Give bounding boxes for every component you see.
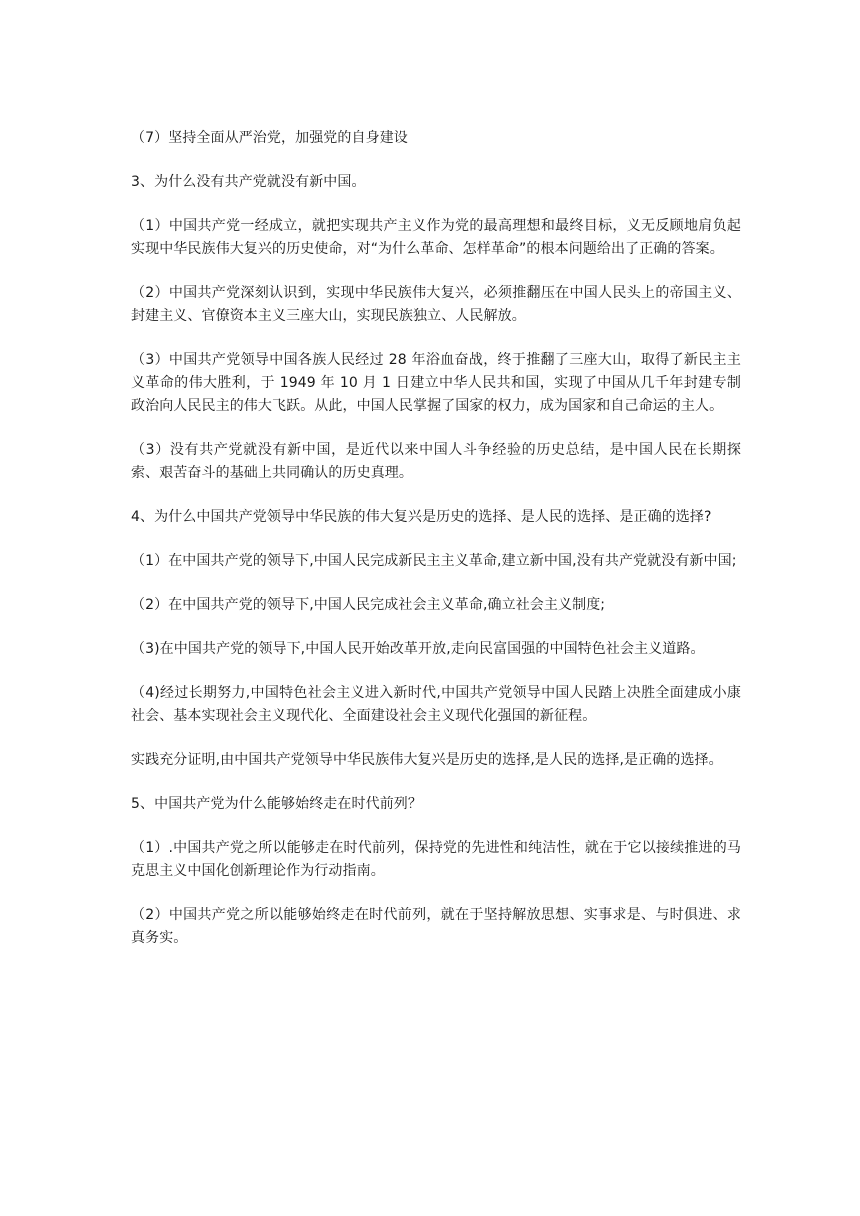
heading-question-5: 5、中国共产党为什么能够始终走在时代前列？ — [131, 796, 423, 812]
heading-question-4: 4、为什么中国共产党领导中华民族的伟大复兴是历史的选择、是人民的选择、是正确的选择? — [131, 509, 712, 525]
paragraph-q3-point-1: （1）中国共产党一经成立，就把实现共产主义作为党的最高理想和最终目标，义无反顾地肩负起实现中华民族伟大复兴的历史使命，对“为什么革命、怎样革命”的根本问题给出了正确的答案。 — [131, 218, 741, 257]
paragraph-q4-conclusion: 实践充分证明,由中国共产党领导中华民族伟大复兴是历史的选择,是人民的选择,是正确的选择。 — [131, 752, 723, 768]
document-body — [131, 127, 741, 950]
paragraph-q3-point-3: （3）中国共产党领导中国各族人民经过 28 年浴血奋战，终于推翻了三座大山，取得了新民主主义革命的伟大胜利，于 1949 年 10 月 1 日建立中华人民共和国，实现了中国从几千年封建专制政治向人民民主的伟大飞跃。从此，中国人民掌握了国家的权力，成为国家和自己命运的主人。 — [131, 352, 741, 414]
paragraph-point-7: （7）坚持全面从严治党，加强党的自身建设 — [131, 130, 408, 146]
paragraph-q4-point-4: （4)经过长期努力,中国特色社会主义进入新时代,中国共产党领导中国人民踏上决胜全面建成小康社会、基本实现社会主义现代化、全面建设社会主义现代化强国的新征程。 — [131, 685, 741, 724]
paragraph-q3-point-3b: （3）没有共产党就没有新中国，是近代以来中国人斗争经验的历史总结，是中国人民在长期探索、艰苦奋斗的基础上共同确认的历史真理。 — [131, 442, 741, 481]
paragraph-q5-point-1: （1）.中国共产党之所以能够走在时代前列，保持党的先进性和纯洁性，就在于它以接续推进的马克思主义中国化创新理论作为行动指南。 — [131, 840, 741, 879]
paragraph-q4-point-1: （1）在中国共产党的领导下,中国人民完成新民主主义革命,建立新中国,没有共产党就没有新中国; — [131, 553, 737, 569]
paragraph-q5-point-2: （2）中国共产党之所以能够始终走在时代前列，就在于坚持解放思想、实事求是、与时俱进、求真务实。 — [131, 907, 741, 946]
paragraph-q4-point-2: （2）在中国共产党的领导下,中国人民完成社会主义革命,确立社会主义制度; — [131, 597, 606, 613]
heading-question-3: 3、为什么没有共产党就没有新中国。 — [131, 174, 366, 190]
paragraph-q3-point-2: （2）中国共产党深刻认识到，实现中华民族伟大复兴，必须推翻压在中国人民头上的帝国主义、封建主义、官僚资本主义三座大山，实现民族独立、人民解放。 — [131, 285, 741, 324]
paragraph-q4-point-3: （3)在中国共产党的领导下,中国人民开始改革开放,走向民富国强的中国特色社会主义道路。 — [131, 641, 705, 657]
